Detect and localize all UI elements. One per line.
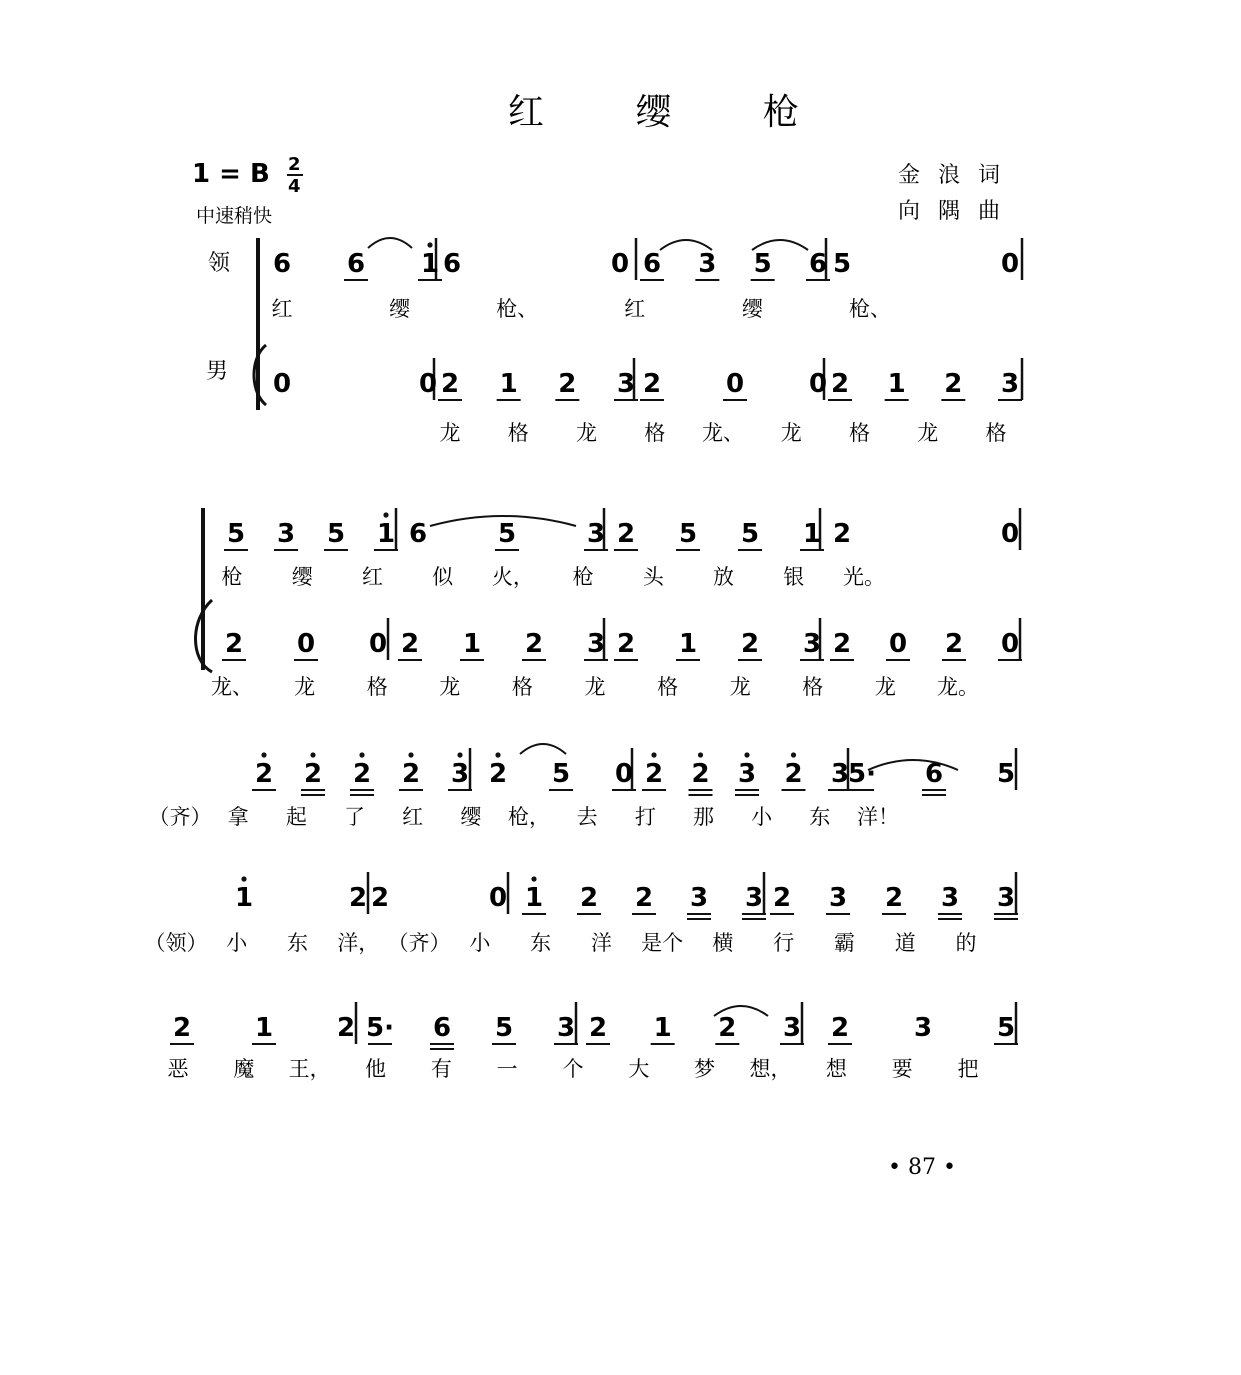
octave-dot — [310, 752, 315, 757]
note-digit: 2 — [401, 759, 421, 789]
note-digit: 3 — [276, 519, 296, 549]
note-digit: 2 — [616, 629, 636, 659]
part-label-men: 男 — [206, 359, 229, 384]
lyric-syllable: 是个 — [641, 931, 684, 955]
lyric-syllable: 红 — [361, 565, 383, 589]
note-digit: 2 — [172, 1013, 192, 1043]
lyric-syllable: 洋， — [337, 931, 380, 955]
note-digit: 2 — [224, 629, 244, 659]
time-signature-top: 2 — [288, 154, 301, 175]
note-digit: 0 — [610, 249, 630, 279]
lyric-syllable: （齐） — [148, 805, 212, 829]
lyric-syllable: 格 — [507, 421, 529, 445]
note-digit: 3 — [996, 883, 1016, 913]
note-digit: 5 — [753, 249, 772, 279]
lyric-syllable: 龙 — [439, 675, 461, 699]
note-digit: 2 — [440, 369, 460, 399]
note-digit: 6 — [408, 519, 428, 549]
note-digit: 2 — [616, 519, 636, 549]
lyric-syllable: 银 — [783, 565, 805, 589]
note-digit: 1 — [653, 1013, 672, 1043]
octave-dot — [359, 752, 364, 757]
note-digit: 6 — [924, 759, 944, 789]
lyric-syllable: 王， — [288, 1057, 331, 1081]
note-digit: 2 — [336, 1013, 356, 1043]
note-digit: 2 — [740, 629, 760, 659]
note-digit: 3 — [913, 1013, 933, 1043]
note-digit: 6 — [346, 249, 366, 279]
slur-arc — [368, 238, 412, 248]
lyric-syllable: 龙 — [584, 675, 606, 699]
note-digit: 0 — [418, 369, 438, 399]
lyric-syllable: 龙 — [576, 421, 597, 445]
note-digit: 0 — [296, 629, 316, 659]
note-digit: 3 — [556, 1013, 576, 1043]
lyric-syllable: 缨 — [291, 565, 313, 589]
lyric-syllable: 似 — [432, 565, 454, 589]
note-digit: 2 — [348, 883, 368, 913]
note-digit: 1 — [887, 369, 906, 399]
note-digit: 1 — [802, 519, 822, 549]
lyric-syllable: 小 — [226, 931, 248, 955]
page-number: • 87 • — [888, 1155, 956, 1180]
note-digit: 3 — [586, 519, 606, 549]
note-digit: 1 — [254, 1013, 274, 1043]
lyric-syllable: 枪 — [572, 565, 594, 589]
note-digit: 0 — [614, 759, 634, 789]
note-digit: 3 — [737, 759, 757, 789]
lyric-syllable: 有 — [430, 1057, 452, 1081]
note-digit: 1 — [499, 369, 518, 399]
note-digit: 2 — [488, 759, 508, 789]
key-signature: 1 = B — [192, 159, 270, 189]
note-digit: 2 — [691, 759, 710, 789]
lyric-syllable: 大 — [628, 1057, 650, 1081]
lyric-syllable: 格 — [985, 421, 1007, 445]
note-digit: 0 — [1000, 629, 1020, 659]
note-digit: 6 — [642, 249, 662, 279]
lyricist-credit: 金浪词 — [898, 163, 1019, 188]
lyric-syllable: 小 — [469, 931, 491, 955]
note-digit: 6 — [272, 249, 292, 279]
note-digit: 1 — [524, 883, 544, 913]
note-digit: 2 — [352, 759, 372, 789]
note-digit: 2 — [772, 883, 792, 913]
note-digit: 3 — [1000, 369, 1020, 399]
octave-dot — [383, 512, 388, 517]
time-signature-bottom: 4 — [288, 176, 301, 197]
note-digit: 1 — [420, 249, 440, 279]
lyric-syllable: 龙、 — [211, 675, 253, 699]
song-title: 红 缨 枪 — [508, 92, 839, 133]
lyric-syllable: 格 — [366, 675, 388, 699]
lyric-syllable: 道 — [894, 931, 916, 955]
note-digit: 5 — [678, 519, 698, 549]
lyric-syllable: （齐） — [387, 931, 451, 955]
lyric-syllable: 霸 — [833, 931, 855, 955]
note-digit: 3 — [698, 249, 717, 279]
note-digit: 2 — [644, 759, 664, 789]
lyric-syllable: 头 — [642, 565, 664, 589]
octave-dot — [698, 752, 703, 757]
slur-arc — [520, 744, 566, 754]
lyric-syllable: 要 — [891, 1057, 913, 1081]
note-digit: 2 — [579, 883, 599, 913]
note-digit: 2 — [718, 1013, 737, 1043]
note-digit: 5 — [996, 759, 1016, 789]
lyric-syllable: 了 — [344, 805, 365, 829]
lyric-syllable: 去 — [576, 805, 598, 829]
lyric-syllable: 的 — [955, 931, 977, 955]
note-digit: 2 — [642, 369, 662, 399]
note-digit: 2 — [784, 759, 803, 789]
lyric-syllable: 格 — [644, 421, 666, 445]
note-digit: 0 — [808, 369, 828, 399]
note-digit: 3 — [616, 369, 636, 399]
lyric-syllable: 东 — [287, 931, 309, 955]
note-digit: 0 — [488, 883, 508, 913]
note-digit: 2 — [524, 629, 544, 659]
lyric-syllable: 一 — [496, 1057, 518, 1081]
lyric-syllable: 东 — [530, 931, 552, 955]
note-digit: 5 — [494, 1013, 514, 1043]
lyric-syllable: 龙、 — [702, 421, 744, 445]
note-digit: 0 — [725, 369, 745, 399]
lyric-syllable: 想 — [825, 1057, 847, 1081]
lyric-syllable: （领） — [144, 931, 208, 955]
note-digit: 2 — [588, 1013, 608, 1043]
lyric-syllable: 拿 — [227, 805, 249, 829]
note-digit: 5· — [366, 1013, 394, 1043]
octave-dot — [457, 752, 462, 757]
slur-arc — [868, 760, 958, 770]
lyric-syllable: 个 — [562, 1057, 584, 1081]
lyric-syllable: 龙 — [294, 675, 316, 699]
lyric-syllable: 红 — [402, 805, 424, 829]
lyric-syllable: 龙。 — [937, 675, 979, 699]
note-digit: 3 — [450, 759, 470, 789]
lyric-syllable: 横 — [712, 931, 734, 955]
octave-dot — [531, 876, 536, 881]
lyric-syllable: 龙 — [874, 675, 896, 699]
note-digit: 5· — [848, 759, 876, 789]
lyric-syllable: 枪、 — [496, 297, 539, 321]
octave-dot — [261, 752, 266, 757]
note-digit: 5 — [226, 519, 246, 549]
lyric-syllable: 打 — [634, 805, 656, 829]
note-digit: 2 — [634, 883, 654, 913]
note-digit: 2 — [944, 629, 964, 659]
note-digit: 1 — [678, 629, 698, 659]
note-digit: 3 — [940, 883, 960, 913]
note-digit: 2 — [884, 883, 904, 913]
octave-dot — [744, 752, 749, 757]
lyric-syllable: 格 — [802, 675, 824, 699]
note-digit: 3 — [802, 629, 822, 659]
note-digit: 3 — [586, 629, 606, 659]
lyric-syllable: 枪， — [508, 805, 550, 829]
lyric-syllable: 龙 — [729, 675, 751, 699]
note-digit: 3 — [828, 883, 848, 913]
note-digit: 6 — [432, 1013, 452, 1043]
note-digit: 1 — [462, 629, 482, 659]
lyric-syllable: 他 — [365, 1057, 386, 1081]
lyric-syllable: 龙 — [780, 421, 802, 445]
note-digit: 2 — [254, 759, 274, 789]
octave-dot — [495, 752, 500, 757]
note-digit: 5 — [551, 759, 571, 789]
octave-dot — [651, 752, 656, 757]
lyric-syllable: 想， — [749, 1057, 792, 1081]
note-digit: 2 — [832, 629, 852, 659]
composer-credit: 向隅曲 — [898, 199, 1019, 224]
lyric-syllable: 红 — [271, 297, 293, 321]
lyric-syllable: 那 — [693, 805, 714, 829]
lyric-syllable: 缨 — [741, 297, 763, 321]
note-digit: 3 — [744, 883, 764, 913]
note-digit: 0 — [272, 369, 292, 399]
note-digit: 5 — [497, 519, 517, 549]
note-digit: 2 — [558, 369, 577, 399]
note-digit: 6 — [442, 249, 462, 279]
lyric-syllable: 枪、 — [849, 297, 891, 321]
lyric-syllable: 光。 — [843, 565, 885, 589]
music-content — [145, 238, 1023, 1082]
note-digit: 0 — [888, 629, 908, 659]
note-digit: 3 — [689, 883, 709, 913]
note-digit: 3 — [830, 759, 850, 789]
note-digit: 2 — [944, 369, 963, 399]
note-digit: 2 — [400, 629, 420, 659]
lyric-syllable: 格 — [511, 675, 533, 699]
lyric-syllable: 恶 — [167, 1057, 189, 1081]
octave-dot — [791, 752, 796, 757]
lyric-syllable: 东 — [809, 805, 831, 829]
note-digit: 1 — [234, 883, 254, 913]
lyric-syllable: 龙 — [439, 421, 461, 445]
lyric-syllable: 格 — [849, 421, 870, 445]
octave-dot — [408, 752, 413, 757]
note-digit: 0 — [1000, 249, 1020, 279]
lyric-syllable: 枪 — [221, 565, 243, 589]
lyric-syllable: 火， — [491, 565, 534, 589]
note-digit: 0 — [368, 629, 388, 659]
lyric-syllable: 梦 — [694, 1057, 716, 1081]
lyric-syllable: 洋！ — [857, 805, 899, 829]
note-digit: 6 — [808, 249, 828, 279]
note-digit: 2 — [830, 369, 850, 399]
lyric-syllable: 龙 — [917, 421, 939, 445]
lyric-syllable: 缨 — [460, 805, 482, 829]
note-digit: 5 — [326, 519, 346, 549]
note-digit: 5 — [832, 249, 852, 279]
lyric-syllable: 放 — [713, 565, 735, 589]
note-digit: 1 — [376, 519, 396, 549]
note-digit: 5 — [740, 519, 760, 549]
lyric-syllable: 魔 — [233, 1057, 255, 1081]
octave-dot — [427, 242, 432, 247]
note-digit: 2 — [832, 519, 852, 549]
note-digit: 2 — [830, 1013, 850, 1043]
lyric-syllable: 起 — [285, 805, 307, 829]
lyric-syllable: 小 — [751, 805, 773, 829]
tempo-marking: 中速稍快 — [196, 205, 273, 227]
lyric-syllable: 红 — [624, 297, 646, 321]
lyric-syllable: 把 — [957, 1057, 979, 1081]
note-digit: 0 — [1000, 519, 1020, 549]
note-digit: 3 — [782, 1013, 802, 1043]
octave-dot — [241, 876, 246, 881]
note-digit: 2 — [303, 759, 323, 789]
lyric-syllable: 洋 — [590, 931, 612, 955]
lyric-syllable: 缨 — [389, 297, 411, 321]
lyric-syllable: 格 — [657, 675, 679, 699]
part-label-lead: 领 — [208, 251, 231, 276]
note-digit: 2 — [370, 883, 390, 913]
note-digit: 5 — [996, 1013, 1016, 1043]
lyric-syllable: 行 — [773, 931, 795, 955]
